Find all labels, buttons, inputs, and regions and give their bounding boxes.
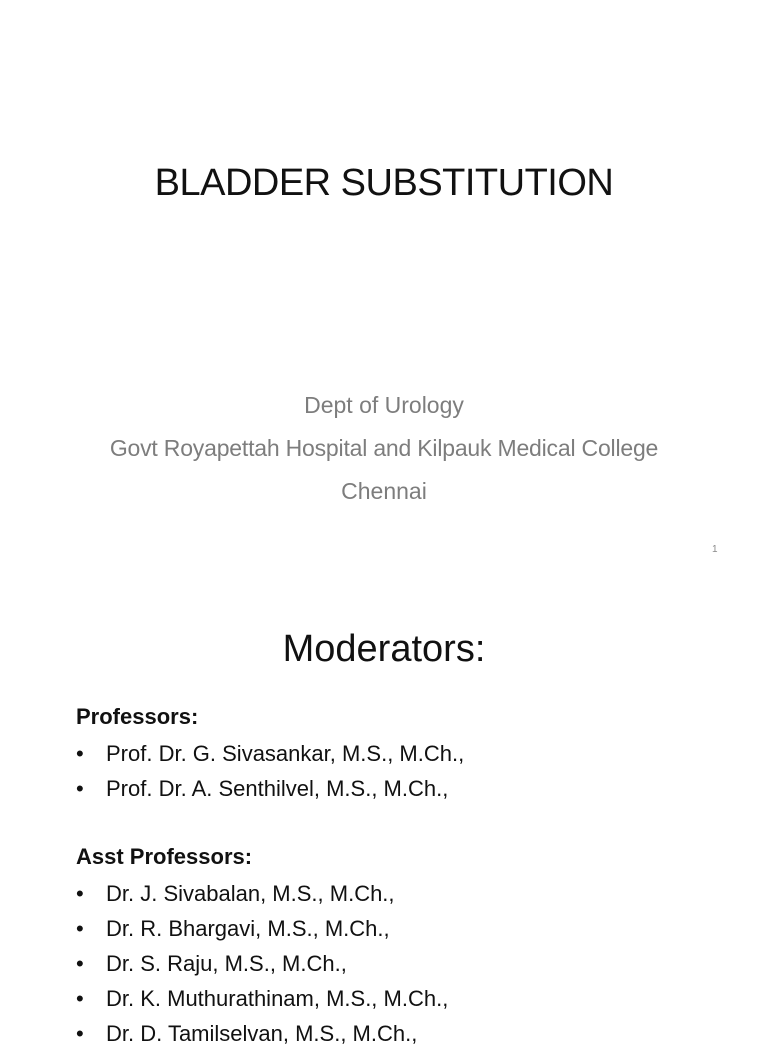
list-item: [76, 1019, 448, 1054]
list-item: [76, 879, 448, 914]
bullet-icon: •: [76, 1021, 84, 1046]
list-item-text: Dr. D. Tamilselvan, M.S., M.Ch.,: [106, 1021, 418, 1046]
bullet-icon: •: [76, 916, 84, 941]
bullet-icon: •: [76, 776, 84, 801]
moderators-slide: [0, 576, 768, 1046]
list-item: [76, 914, 448, 949]
list-item: [76, 739, 464, 774]
list-item-text: Dr. R. Bhargavi, M.S., M.Ch.,: [106, 916, 390, 941]
subtitle-city: Chennai: [341, 478, 427, 504]
list-item-text: Prof. Dr. G. Sivasankar, M.S., M.Ch.,: [106, 741, 465, 766]
slide-title: BLADDER SUBSTITUTION: [154, 162, 614, 204]
asst-professors-list: [76, 879, 448, 1054]
bullet-icon: •: [76, 741, 84, 766]
slide-number: 1: [712, 544, 718, 555]
list-item-text: Dr. S. Raju, M.S., M.Ch.,: [106, 951, 347, 976]
bullet-icon: •: [76, 951, 84, 976]
slide-title: Moderators:: [282, 628, 486, 670]
list-item: [76, 949, 448, 984]
professors-list: [76, 739, 464, 809]
professors-heading: Professors:: [76, 704, 199, 729]
list-item: [76, 774, 464, 809]
bullet-icon: •: [76, 986, 84, 1011]
list-item-text: Dr. J. Sivabalan, M.S., M.Ch.,: [106, 881, 395, 906]
asst-professors-heading: Asst Professors:: [76, 844, 253, 869]
subtitle-department: Dept of Urology: [304, 392, 464, 418]
list-item-text: Prof. Dr. A. Senthilvel, M.S., M.Ch.,: [106, 776, 449, 801]
list-item: [76, 984, 448, 1019]
subtitle-institution: Govt Royapettah Hospital and Kilpauk Medical College: [109, 435, 659, 461]
bullet-icon: •: [76, 881, 84, 906]
list-item-text: Dr. K. Muthurathinam, M.S., M.Ch.,: [106, 986, 449, 1011]
